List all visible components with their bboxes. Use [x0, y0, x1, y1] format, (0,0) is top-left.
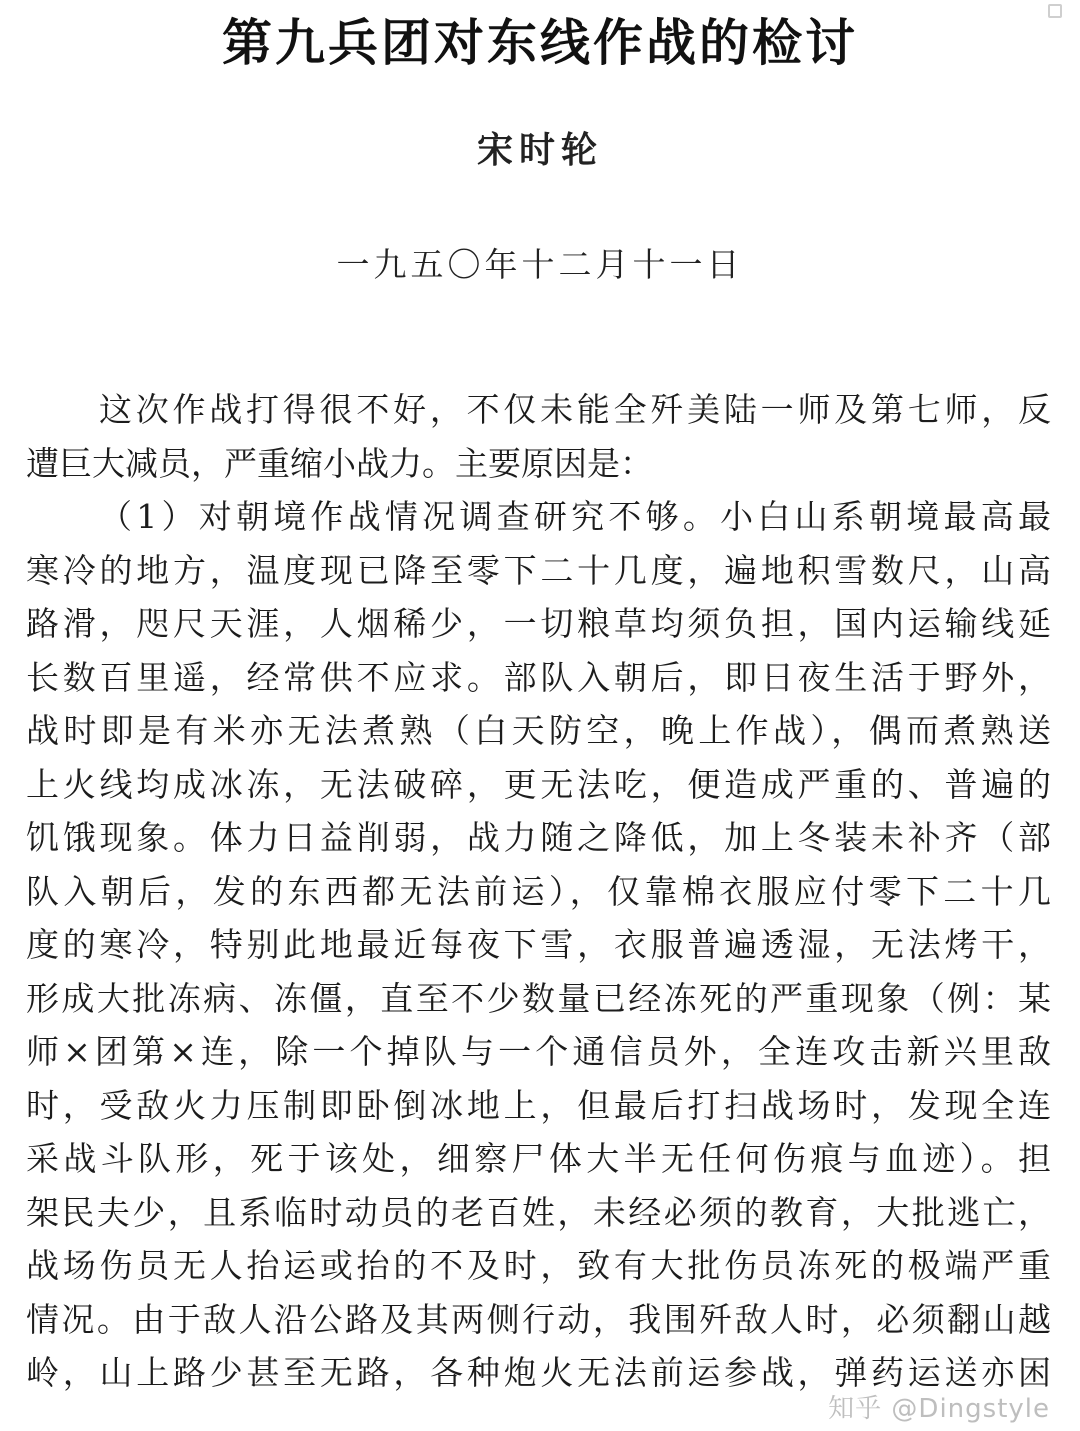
text-line: 上火线均成冰冻，无法破碎，更无法吃，便造成严重的、普遍的 [26, 764, 1051, 804]
text-line: 遭巨大减员，严重缩小战力。主要原因是： [26, 443, 653, 483]
text-line: 路滑，咫尺天涯，人烟稀少，一切粮草均须负担，国内运输线延 [26, 604, 1051, 643]
text-line: 战场伤员无人抬运或抬的不及时，致有大批伤员冻死的极端严重 [26, 1246, 1051, 1285]
text-line: 采战斗队形，死于该处，细察尸体大半无任何伤痕与血迹）。担 [26, 1139, 1051, 1178]
text-line: 饥饿现象。体力日益削弱，战力随之降低，加上冬装未补齐（部 [26, 818, 1051, 857]
text-line: 寒冷的地方，温度现已降至零下二十几度，遍地积雪数尺，山高 [26, 550, 1051, 590]
text-line: 时，受敌火力压制即卧倒冰地上，但最后打扫战场时，发现全连 [26, 1085, 1051, 1125]
text-line: 情况。由于敌人沿公路及其两侧行动，我围歼敌人时，必须翻山越 [26, 1299, 1051, 1339]
document-title: 第九兵团对东线作战的检讨 [222, 14, 858, 72]
text-line: 长数百里遥，经常供不应求。部队入朝后，即日夜生活于野外， [26, 657, 1051, 697]
text-line: 架民夫少，且系临时动员的老百姓，未经必须的教育，大批逃亡， [26, 1192, 1051, 1232]
text-line: 师×团第×连，除一个掉队与一个通信员外，全连攻击新兴里敌 [26, 1032, 1051, 1071]
text-line: 队入朝后，发的东西都无法前运），仅靠棉衣服应付零下二十几 [26, 871, 1051, 911]
text-line: 度的寒冷，特别此地最近每夜下雪，衣服普遍透湿，无法烤干， [26, 925, 1051, 964]
text-line: 形成大批冻病、冻僵，直至不少数量已经冻死的严重现象（例：某 [26, 978, 1051, 1018]
document-date: 一九五〇年十二月十一日 [336, 245, 744, 284]
text-line: （1）对朝境作战情况调查研究不够。小白山系朝境最高最 [99, 497, 1051, 536]
document-author: 宋时轮 [476, 129, 603, 171]
watermark: 知乎 @Dingstyle [828, 1394, 1050, 1424]
text-line: 这次作战打得很不好，不仅未能全歼美陆一师及第七师，反 [99, 390, 1051, 429]
text-line: 岭，山上路少甚至无路，各种炮火无法前运参战，弹药运送亦困 [26, 1353, 1051, 1392]
text-line: 战时即是有米亦无法煮熟（白天防空，晚上作战），偶而煮熟送 [26, 711, 1051, 750]
body-text [26, 383, 1051, 1400]
